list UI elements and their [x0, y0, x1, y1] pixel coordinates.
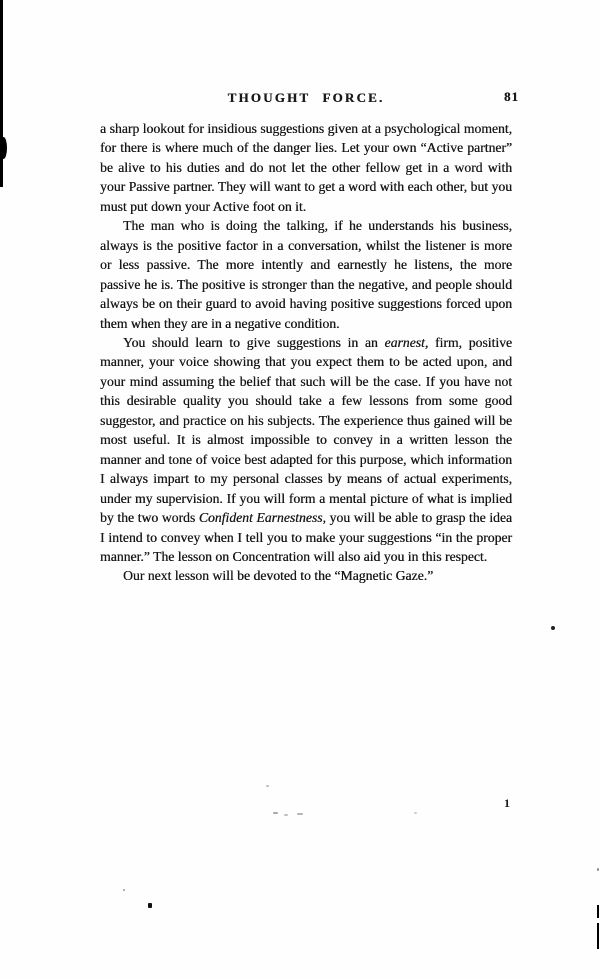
scan-speck: [551, 626, 555, 630]
paragraph-3: [100, 333, 512, 566]
scan-speck: [284, 814, 288, 816]
page-number: 81: [504, 89, 519, 104]
text-run: The man who is doing the talking, if he understands his business, always is the positive factor in a conversation, whilst the listener is more or less passive. The more intently and earnestly he listens, the more passive he is. The positive is stronger than the negative, and people should always be on their guard to avoid having positive suggestions forced upon them when they are in a negative condition.: [100, 218, 512, 331]
scan-artifact-left-edge-tail: [0, 159, 3, 175]
scan-speck: [597, 868, 599, 871]
page-body: [100, 119, 512, 586]
scan-speck: [297, 813, 303, 815]
text-run: firm, positive manner, your voice showing that you expect them to be acted upon, and your mind assuming the belief that such will be the case. If you have not this desirable quality you should take a few lessons from some good suggestor, and practice on his subjects. The experience thus gained will be most useful. It is almost impossible to convey in a written lesson the manner and tone of voice best adapted for this purpose, which information I always impart to my personal classes by means of actual experiments, under my supervision. If you will form a mental picture of what is implied by the two words: [100, 334, 512, 526]
scan-speck: [148, 903, 152, 908]
text-run: Our next lesson will be devoted to the “Magnetic Gaze.”: [123, 568, 434, 584]
text-run: you will be able to grasp the idea I intend to convey when I tell you to make your suggestions “in the proper manner.” The lesson on Concentration will also aid you in this respect.: [100, 510, 512, 564]
paragraph-4: [100, 566, 512, 585]
scan-artifact-right-edge: [597, 905, 599, 918]
running-title: THOUGHT FORCE.: [227, 90, 385, 105]
scan-speck: [123, 889, 125, 891]
footer-mark: 1: [504, 796, 510, 810]
scan-artifact-right-edge: [597, 923, 599, 949]
text-run: Confident Earnestness,: [198, 510, 326, 526]
text-run: You should learn to give suggestions in an: [123, 334, 385, 350]
scan-speck: [266, 785, 269, 787]
paragraph-2: [100, 216, 512, 333]
paragraph-1: [100, 119, 512, 216]
scan-speck: [414, 812, 417, 814]
page-header: [100, 89, 519, 107]
text-run: earnest,: [384, 334, 429, 350]
text-run: a sharp lookout for insidious suggestions given at a psychological moment, for there is where much of the danger lies. Let your own “Active partner” be alive to his duties and do not let the other fellow get in a word with your Passive partner. They will want to get a word with each other, but you must put down your Active foot on it.: [100, 121, 512, 214]
scan-artifact-left-edge-blob: [0, 137, 7, 159]
scan-speck: [273, 812, 278, 814]
